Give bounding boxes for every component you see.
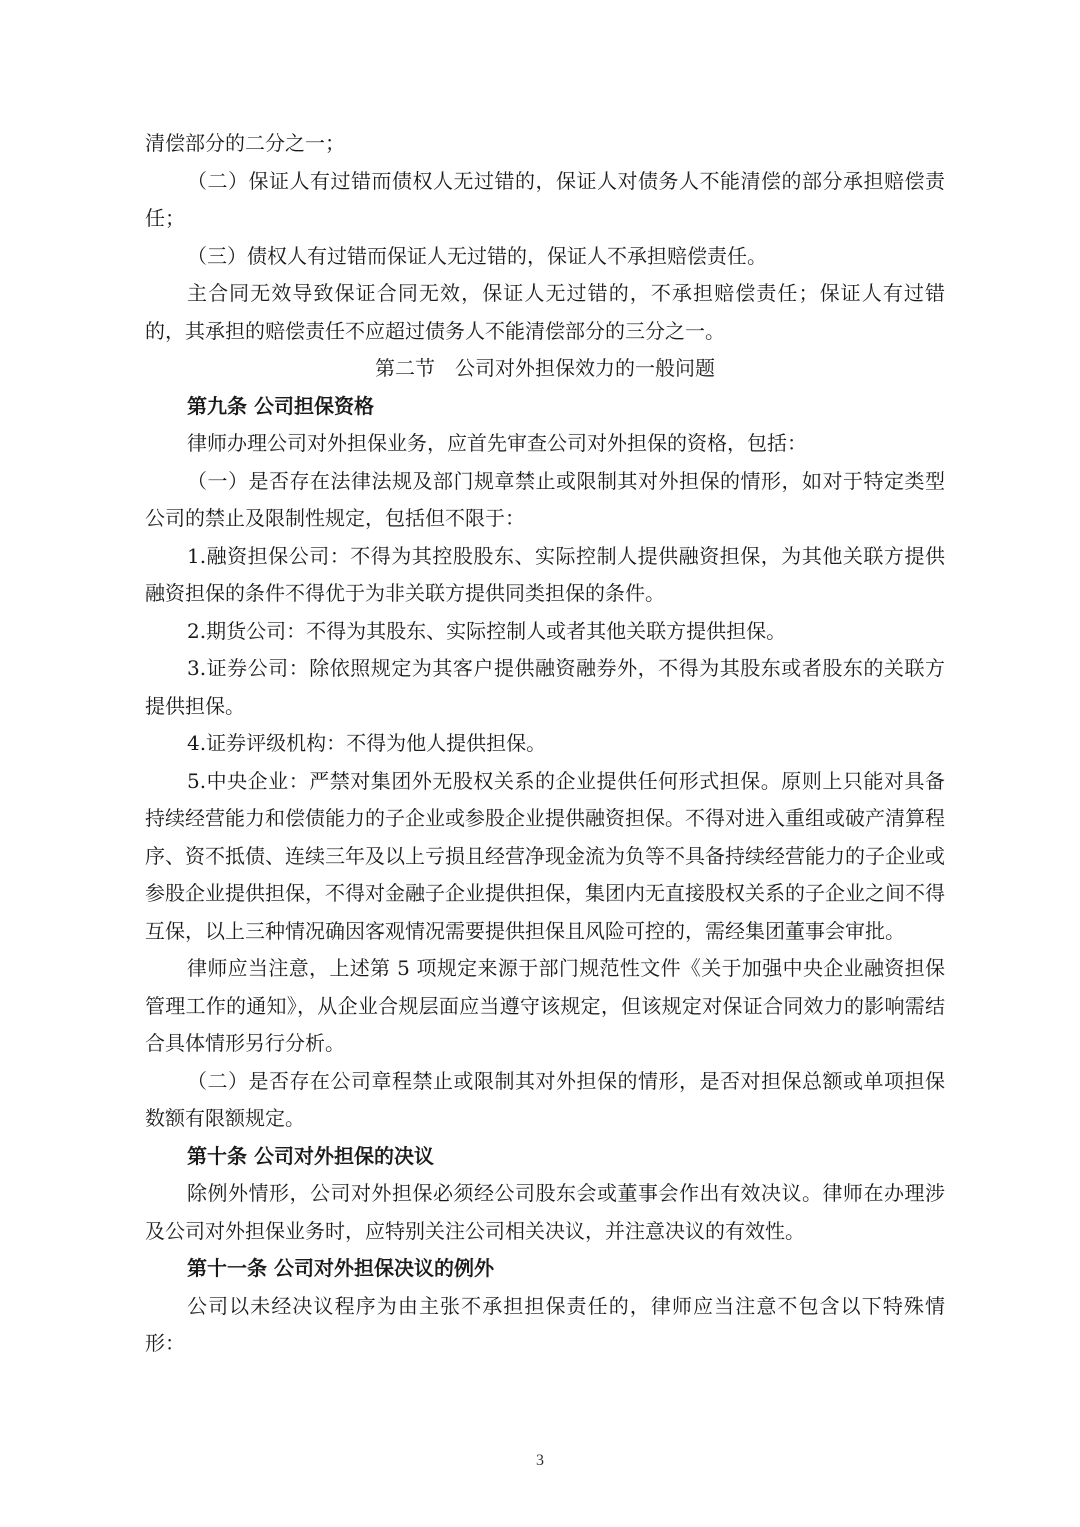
paragraph: 律师办理公司对外担保业务，应首先审查公司对外担保的资格，包括： <box>187 431 807 455</box>
paragraph: 3.证券公司：除依照规定为其客户提供融资融券外，不得为其股东或者股东的关联方提供担保。 <box>145 656 945 718</box>
page-number: 3 <box>536 1452 544 1469</box>
paragraph: 2.期货公司：不得为其股东、实际控制人或者其他关联方提供担保。 <box>187 618 787 643</box>
paragraph: 4.证券评级机构：不得为他人提供担保。 <box>187 731 547 755</box>
article-heading: 第十条 公司对外担保的决议 <box>187 1143 434 1168</box>
paragraph: 律师应当注意，上述第 5 项规定来源于部门规范性文件《关于加强中央企业融资担保管理工作的通知》，从企业合规层面应当遵守该规定，但该规定对保证合同效力的影响需结合具体情形另行分析。 <box>145 956 945 1055</box>
paragraph: （一）是否存在法律法规及部门规章禁止或限制其对外担保的情形，如对于特定类型公司的禁止及限制性规定，包括但不限于： <box>145 468 945 530</box>
paragraph: 1.融资担保公司：不得为其控股股东、实际控制人提供融资担保，为其他关联方提供融资担保的条件不得优于为非关联方提供同类担保的条件。 <box>145 543 945 605</box>
paragraph: （二）保证人有过错而债权人无过错的，保证人对债务人不能清偿的部分承担赔偿责任； <box>145 168 945 230</box>
article-heading: 第九条 公司担保资格 <box>187 393 374 418</box>
paragraph: （二）是否存在公司章程禁止或限制其对外担保的情形，是否对担保总额或单项担保数额有限额规定。 <box>145 1068 945 1130</box>
paragraph: 公司以未经决议程序为由主张不承担担保责任的，律师应当注意不包含以下特殊情形： <box>145 1293 945 1355</box>
document-body <box>145 125 945 1363</box>
paragraph: （三）债权人有过错而保证人无过错的，保证人不承担赔偿责任。 <box>187 243 767 268</box>
paragraph: 清偿部分的二分之一； <box>145 131 345 155</box>
paragraph: 5.中央企业：严禁对集团外无股权关系的企业提供任何形式担保。原则上只能对具备持续经营能力和偿债能力的子企业或参股企业提供融资担保。不得对进入重组或破产清算程序、资不抵债、连续三年及以上亏损且经营净现金流为负等不具备持续经营能力的子企业或参股企业提供担保，不得对金融子企业提供担保，集团内无直接股权关系的子企业之间不得互保，以上三种情况确因客观情况需要提供担保且风险可控的，需经集团董事会审批。 <box>145 768 945 943</box>
article-heading: 第十一条 公司对外担保决议的例外 <box>187 1256 494 1280</box>
paragraph: 主合同无效导致保证合同无效，保证人无过错的，不承担赔偿责任；保证人有过错的，其承担的赔偿责任不应超过债务人不能清偿部分的三分之一。 <box>145 281 945 343</box>
paragraph: 除例外情形，公司对外担保必须经公司股东会或董事会作出有效决议。律师在办理涉及公司对外担保业务时，应特别关注公司相关决议，并注意决议的有效性。 <box>145 1181 945 1243</box>
section-title: 第二节 公司对外担保效力的一般问题 <box>375 356 715 380</box>
